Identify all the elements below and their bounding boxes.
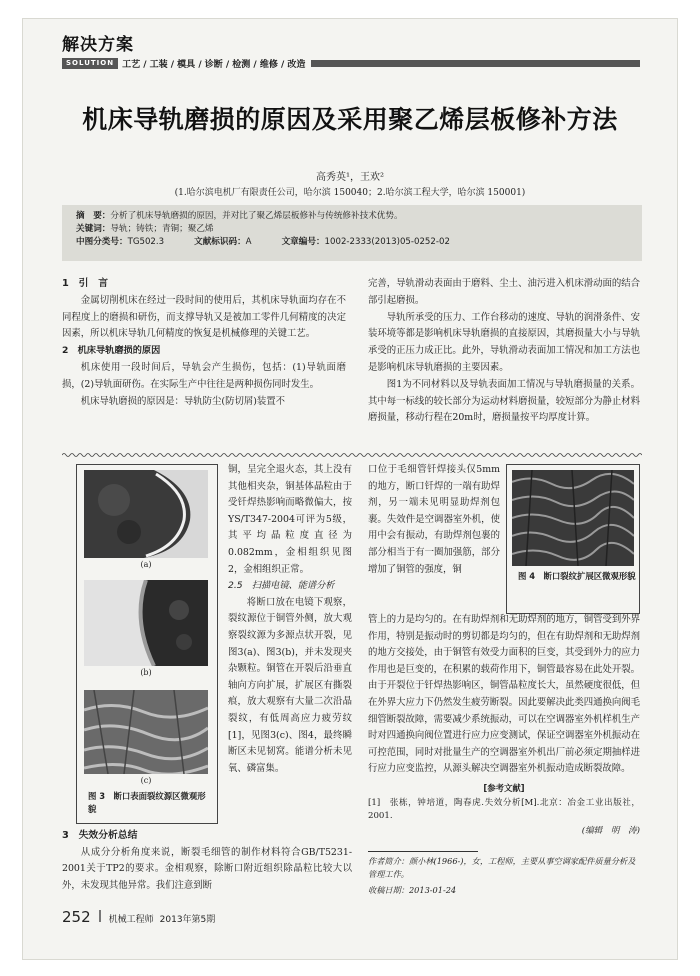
section-bar-row: [62, 56, 640, 70]
micrograph-3b: [84, 580, 208, 666]
figure-4-number: 图 4: [518, 571, 536, 581]
upper-left-column: [62, 276, 346, 410]
article-id: [282, 236, 450, 249]
caption-3c: (c): [140, 776, 152, 785]
abstract-text: 分析了机床导轨磨损的原因，并对比了聚乙烯层板修补与传统修补技术优势。: [110, 211, 403, 221]
heading-causes: 2 机床导轨磨损的原因: [62, 345, 161, 357]
paragraph: 完善，导轨滑动表面由于磨料、尘土、油污进入机床滑动面的结合部引起磨损。: [368, 278, 640, 306]
upper-right-column: [368, 276, 640, 427]
note-divider: [368, 851, 478, 852]
heading-sem: 2.5 扫描电镜、能谱分析: [228, 580, 335, 592]
caption-3b: (b): [140, 668, 152, 677]
heading-intro: 1 引 言: [62, 278, 109, 289]
lower-middle-column: [228, 462, 352, 777]
doc-label: 文献标识码：: [194, 237, 246, 247]
keywords-label: 关键词：: [76, 224, 111, 234]
section-label: 解决方案: [62, 35, 134, 55]
affiliation: (1.哈尔滨电机厂有限责任公司，哈尔滨 150040；2.哈尔滨工程大学，哈尔滨 150001): [174, 188, 526, 198]
journal-name: 机械工程师: [108, 915, 154, 925]
paragraph: 口位于毛细管钎焊接头仅5mm的地方，断口钎焊的一端有助焊剂，另一端未见明显助焊剂包裹。失效件是空调器室外机，使用中会有振动，有助焊剂包裹的部分相当于有一圈加强筋，部分增加了铜管的强度，铜: [368, 464, 500, 575]
figure-3-caption: [88, 790, 212, 816]
paragraph: 管上的力是均匀的。在有助焊剂和无助焊剂的地方，铜管受到外界作用，特别是振动时的剪切都是均匀的，但在有助焊剂和无助焊剂的地方交接处，由于铜管有效受力面积的巨变，其受到外力的应力作用也是巨变的，在积累的载荷作用下，铜管最容易在此处开裂。由于开裂位于钎焊热影响区，铜管晶粒度长大，虽然硬度很低，但在外界大应力下仍然发生疲劳断裂。因此要解决此类四通换向阀毛细管断裂故障，需要减少系统振动，可以在空调器室外机样机生产时对四通换向阀位置进行应力应变测试，保证空调器室外机振动在可控范围，同时对批量生产的空调器室外机出厂前必须定期抽样进行应力应变监控，从源头解决空调器室外机振动造成断裂故障。: [368, 614, 640, 775]
abstract-box: [62, 205, 642, 261]
micrograph-3a: [84, 470, 208, 558]
footer-separator: [99, 910, 101, 922]
paragraph: 从成分分析角度来说，断裂毛细管的制作材料符合GB/T5231-2001关于TP2的要求。金相观察，除断口附近组织除晶粒比较大以外，未发现其他异常。我们注意到断: [62, 846, 352, 891]
keywords: 导轨；铸铁；青铜；聚乙烯: [110, 224, 214, 234]
caption-3a: (a): [140, 560, 152, 569]
article-title: 机床导轨磨损的原因及采用聚乙烯层板修补方法: [82, 105, 618, 134]
section-en-badge: SOLUTION: [62, 58, 118, 69]
doc-id: [194, 236, 251, 249]
section-divider: [311, 60, 640, 67]
lower-left-bottom: [62, 828, 352, 894]
clc-id: [76, 236, 164, 249]
section-tags: 工艺 / 工装 / 模具 / 诊断 / 检测 / 维修 / 改造: [122, 59, 306, 70]
authors: 高秀英¹，王欢²: [315, 172, 385, 183]
reference-1: [1] 张栋，钟培道，陶春虎.失效分析[M].北京：冶金工业出版社，2001.: [368, 797, 640, 821]
lower-right-wrap: [368, 462, 500, 578]
abstract-line: [76, 210, 628, 223]
doc-value: A: [245, 237, 252, 247]
figure-3-number: 图 3: [88, 791, 106, 801]
page-footer: [62, 908, 215, 926]
clc-label: 中图分类号：: [76, 237, 128, 247]
micrograph-3c: [84, 690, 208, 774]
received-date: 收稿日期：2013-01-24: [368, 885, 457, 895]
paragraph: 将断口放在电镜下观察，裂纹源位于铜管外侧，放大观察裂纹源为多源点状开裂，见图3(a)、图3(b)，并未发现夹杂颗粒。铜管在开裂后沿垂直轴向方向扩展，扩展区有撕裂痕，放大观察有大量二次沿晶裂纹，有低周高应力疲劳纹[1]，见图3(c)、图4，最终瞬断区未见韧窝。能谱分析未见氧、磷富集。: [228, 596, 352, 774]
editor-note: (编辑 明 涛): [581, 825, 640, 836]
references-title: [参考文献]: [483, 782, 525, 793]
figure-4-text: 断口裂纹扩展区微观形貌: [543, 571, 636, 581]
id-line: [76, 236, 628, 249]
author-note: 作者简介：颜小林(1966-)，女，工程师，主要从事空调家配件质量分析及管理工作。: [368, 856, 636, 879]
paragraph: 机床导轨磨损的原因是：导轨防尘(防切屑)装置不: [80, 395, 285, 407]
paragraph: 图1为不同材料以及导轨表面加工情况与导轨磨损量的关系。其中每一标线的较长部分为运动材料磨损量，较短部分为静止材料磨损量，移动行程在20m时，磨损量按平均厚度计算。: [368, 378, 640, 424]
clc-value: TG502.3: [127, 237, 165, 247]
abstract-label: 摘 要：: [76, 211, 111, 221]
figure-3-text: 断口表面裂纹源区微观形貌: [88, 791, 206, 814]
article-label: 文章编号：: [281, 237, 325, 247]
paragraph: 铜，呈完全退火态，其上没有其他相夹杂，铜基体晶粒由于受钎焊热影响而略微偏大，按YS/T347-2004可评为5级，其平均晶粒度直径为0.082mm，金相组织见图2，金相组织正常。: [228, 464, 352, 575]
journal-issue: 2013年第5期: [159, 915, 216, 925]
paragraph: 机床使用一段时间后，导轨会产生损伤，包括：(1)导轨面磨损，(2)导轨面研伤。在实际生产中往往是两种损伤同时发生。: [62, 361, 346, 390]
paragraph: 导轨所承受的压力、工作台移动的速度、导轨的润滑条件、安装环境等都是影响机床导轨磨损的直接原因，其磨损量大小与导轨承受的正压力成正比。此外，导轨滑动表面加工情况和加工方法也是影响机床导轨磨损的主要因素。: [368, 311, 640, 373]
figure-4-caption: [518, 570, 636, 583]
article-value: 1002-2333(2013)05-0252-02: [324, 237, 450, 247]
micrograph-4: [512, 470, 634, 566]
heading-summary: 3 失效分析总结: [62, 830, 138, 841]
lower-right-column: [368, 612, 640, 839]
paragraph: 金属切削机床在经过一段时间的使用后，其机床导轨面均存在不同程度上的磨损和研伤，而支撑导轨又是被加工零件几何精度的决定因素，所以机床导轨几何精度的恢复是机械修理的关键工艺。: [62, 294, 346, 340]
keywords-line: [76, 223, 628, 236]
author-note-block: [368, 855, 640, 897]
page-number: 252: [62, 908, 91, 926]
wavy-divider: [62, 452, 642, 458]
